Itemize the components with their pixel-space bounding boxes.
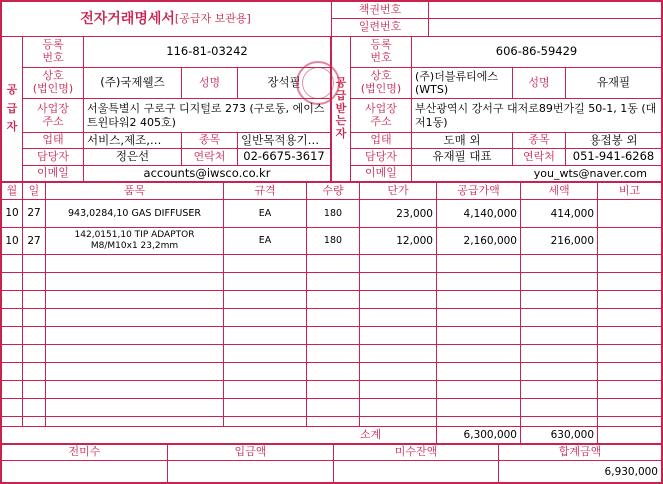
supplier-business-type: 서비스,제조,… bbox=[87, 132, 162, 147]
item-2-supply: 2,160,000 bbox=[463, 235, 517, 247]
receiver-contact-label: 연락처 bbox=[523, 149, 555, 163]
item-1-day: 27 bbox=[27, 207, 41, 220]
subtotal-label: 소계 bbox=[360, 427, 382, 441]
supplier-business-type-label: 업태 bbox=[42, 133, 64, 147]
paid-label: 입금액 bbox=[234, 445, 267, 459]
title-suffix: [공급자 보관용] bbox=[174, 12, 251, 25]
subtotal-tax: 630,000 bbox=[550, 429, 594, 441]
receiver-address: 부산광역시 강서구 대저로89번가길 50-1, 1동 (대저1동) bbox=[415, 102, 657, 129]
supplier-contact-label: 연락처 bbox=[193, 149, 226, 163]
prev-balance-label: 전미수 bbox=[68, 445, 101, 459]
receiver-business-type: 도매 외 bbox=[443, 132, 481, 147]
receiver-reg-no: 606-86-59429 bbox=[495, 44, 578, 59]
item-1-tax: 414,000 bbox=[550, 207, 594, 220]
item-2-spec: EA bbox=[258, 235, 272, 247]
supplier-manager: 정은선 bbox=[115, 149, 150, 164]
supplier-ceo: 장석필 bbox=[267, 75, 301, 90]
col-note: 비고 bbox=[618, 183, 641, 197]
item-1-spec: EA bbox=[258, 207, 272, 219]
item-2-month: 10 bbox=[5, 234, 19, 247]
receiver-side-label: 공 급 받 는 자 bbox=[335, 76, 347, 140]
receiver-manager: 유재필 대표 bbox=[432, 149, 492, 164]
supplier-email-label: 이메일 bbox=[37, 166, 69, 180]
supplier-company: (주)국제웰즈 bbox=[100, 75, 165, 90]
supplier-side-label: 공 급 자 bbox=[6, 83, 18, 134]
supplier-ceo-label: 성명 bbox=[198, 75, 221, 89]
supplier-reg-no: 116-81-03242 bbox=[166, 44, 248, 59]
col-qty: 수량 bbox=[322, 183, 344, 197]
col-tax: 세액 bbox=[548, 183, 570, 197]
item-1-name: 943,0284,10 GAS DIFFUSER bbox=[68, 207, 201, 219]
col-supply-amount: 공급가액 bbox=[457, 183, 500, 197]
supplier-company-label: 상호 (법인명) bbox=[32, 69, 74, 95]
serial-no-label: 일련번호 bbox=[358, 20, 402, 34]
item-2-name: 142,0151,10 TIP ADAPTOR M8/M10x1 23,2mm bbox=[74, 230, 195, 251]
supplier-business-item-label: 종목 bbox=[198, 133, 221, 147]
book-no-label: 책권번호 bbox=[358, 3, 402, 17]
subtotal-supply: 6,300,000 bbox=[463, 429, 517, 441]
col-day: 일 bbox=[28, 183, 40, 197]
receiver-ceo-label: 성명 bbox=[528, 75, 550, 89]
supplier-business-item: 일반목적용기… bbox=[241, 132, 320, 147]
receiver-ceo: 유재필 bbox=[596, 75, 631, 90]
total-value: 6,930,000 bbox=[604, 465, 658, 478]
supplier-manager-label: 담당자 bbox=[37, 149, 69, 163]
receiver-manager-label: 담당자 bbox=[365, 149, 397, 163]
item-1-supply: 4,140,000 bbox=[463, 207, 517, 220]
item-1-qty: 180 bbox=[323, 207, 343, 219]
receiver-email-label: 이메일 bbox=[365, 166, 397, 180]
total-label: 합계금액 bbox=[558, 445, 602, 459]
supplier-address: 서울특별시 구로구 디지털로 273 (구로동, 에이스트윈타워2 405호) bbox=[87, 102, 325, 129]
document-title bbox=[0, 0, 331, 36]
supplier-email: accounts@iwsco.co.kr bbox=[143, 165, 271, 180]
item-1-month: 10 bbox=[5, 207, 19, 220]
supplier-address-label: 사업장 주소 bbox=[37, 101, 69, 128]
item-1-unit-price: 23,000 bbox=[396, 207, 433, 220]
col-unit-price: 단가 bbox=[387, 183, 409, 197]
receiver-business-item: 용접봉 외 bbox=[589, 132, 638, 147]
supplier-contact: 02-6675-3617 bbox=[243, 149, 325, 164]
receiver-contact: 051-941-6268 bbox=[572, 149, 655, 164]
receiver-company: (주)더블류티에스(WTS) bbox=[415, 69, 498, 96]
supplier-reg-no-label: 등록 번호 bbox=[42, 38, 64, 64]
col-spec: 규격 bbox=[254, 183, 276, 197]
item-2-unit-price: 12,000 bbox=[396, 235, 433, 247]
unpaid-label: 미수잔액 bbox=[394, 445, 438, 459]
item-2-qty: 180 bbox=[323, 235, 343, 247]
receiver-business-item-label: 종목 bbox=[528, 133, 550, 147]
receiver-business-type-label: 업태 bbox=[370, 133, 392, 147]
receiver-email: you_wts@naver.com bbox=[533, 167, 647, 180]
receiver-address-label: 사업장 주소 bbox=[365, 101, 397, 128]
item-2-day: 27 bbox=[27, 234, 41, 247]
col-month: 월 bbox=[6, 183, 18, 197]
item-2-tax: 216,000 bbox=[550, 235, 594, 247]
receiver-company-label: 상호 (법인명) bbox=[360, 69, 402, 95]
col-item: 품목 bbox=[123, 183, 146, 197]
title-text: 전자거래명세서 bbox=[80, 11, 175, 27]
receiver-reg-no-label: 등록 번호 bbox=[370, 38, 392, 64]
